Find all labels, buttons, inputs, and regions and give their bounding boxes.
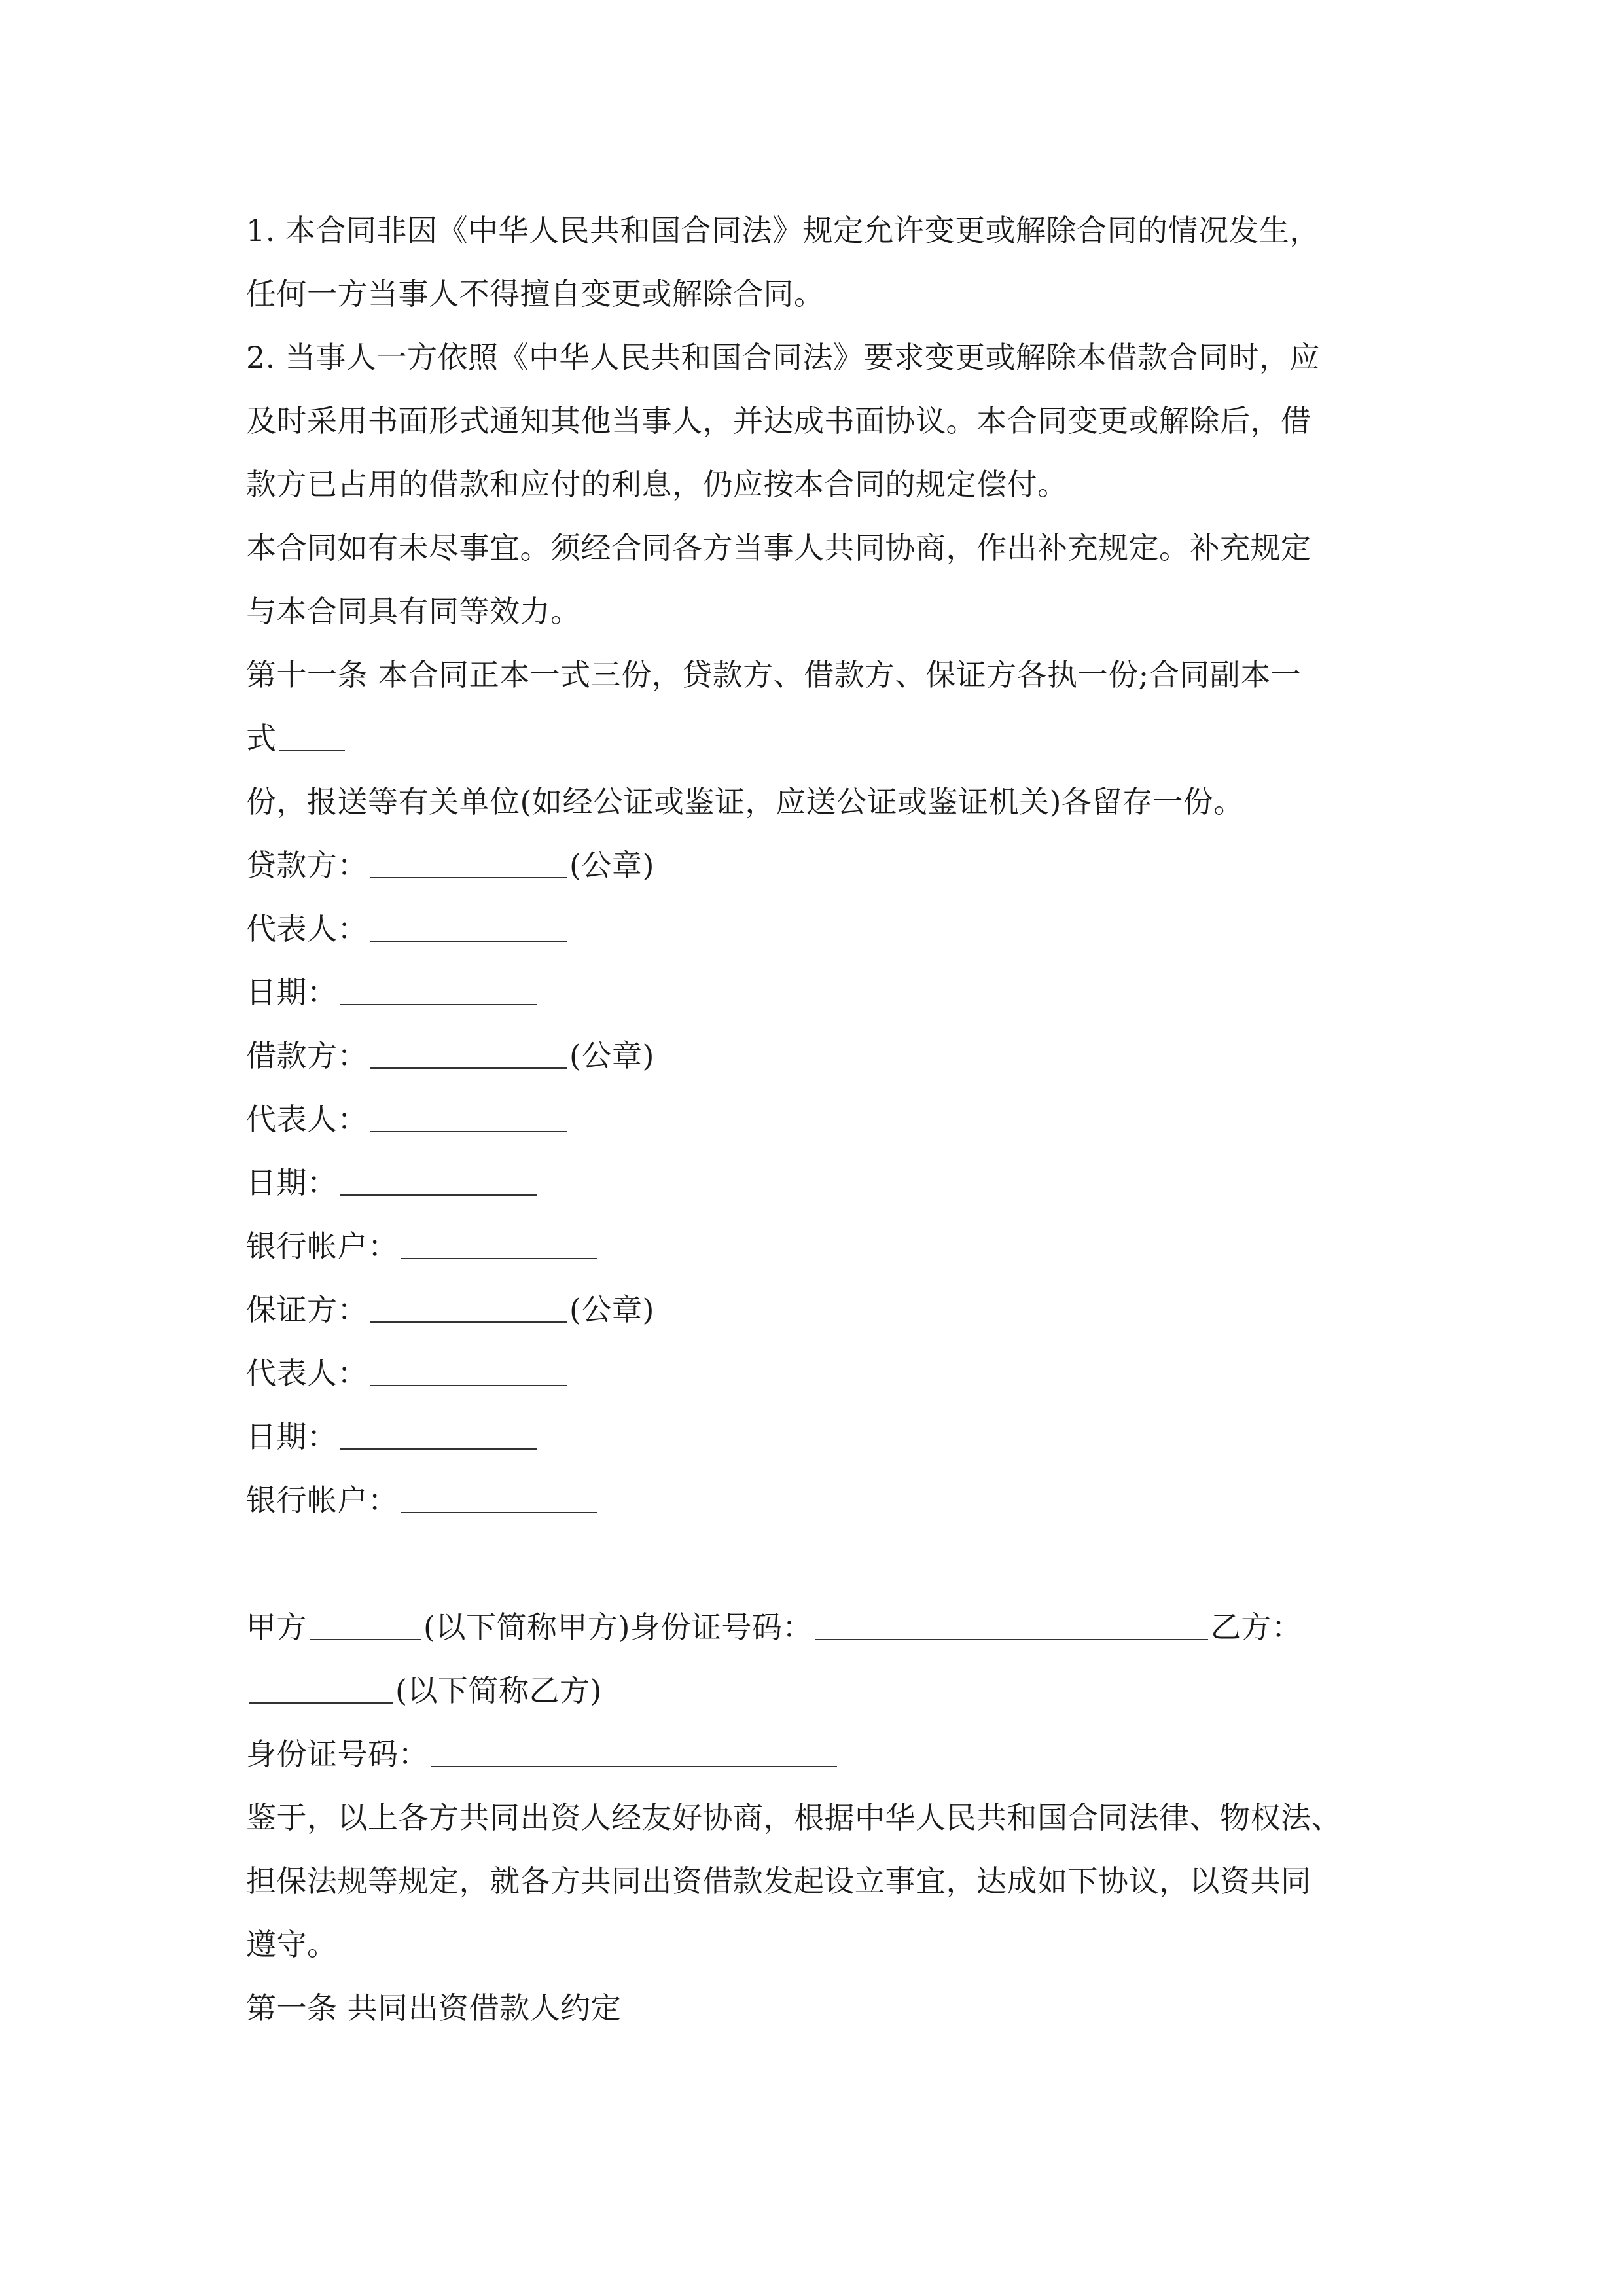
section-gap (246, 1532, 1398, 1596)
lender-date-label: 日期： (246, 975, 338, 1010)
lender-line (246, 834, 1398, 897)
guarantor-date-blank[interactable] (340, 1422, 537, 1450)
party-b-line (246, 1659, 1398, 1723)
clause-2-line-1: 2. 当事人一方依照《中华人民共和国合同法》要求变更或解除本借款合同时，应 (246, 340, 1321, 375)
lender-blank[interactable] (370, 851, 567, 878)
guarantor-label: 保证方： (246, 1292, 368, 1327)
copies-blank[interactable] (279, 724, 345, 751)
guarantor-rep-label: 代表人： (246, 1355, 368, 1391)
lender-date-blank[interactable] (340, 978, 537, 1005)
borrower-label: 借款方： (246, 1038, 368, 1073)
party-a-note: (以下简称甲方)身份证号码： (423, 1609, 813, 1645)
lender-date-line (246, 961, 1398, 1024)
borrower-bank-blank[interactable] (401, 1232, 597, 1259)
document-body (246, 199, 1398, 2040)
article-11-text: 式 (246, 721, 277, 756)
article-1-heading: 第一条 共同出资借款人约定 (246, 1990, 622, 2026)
guarantor-rep-line (246, 1342, 1398, 1405)
intro-line-2: 担保法规等规定，就各方共同出资借款发起设立事宜，达成如下协议，以资共同 (246, 1863, 1311, 1899)
guarantor-blank[interactable] (370, 1295, 567, 1323)
supplement-line-1: 本合同如有未尽事宜。须经合同各方当事人共同协商，作出补充规定。补充规定 (246, 530, 1311, 565)
guarantor-line (246, 1278, 1398, 1342)
party-b-id-label: 身份证号码： (246, 1736, 429, 1772)
party-b-blank[interactable] (249, 1676, 393, 1704)
parties-line (246, 1596, 1398, 1659)
article-11-line-2 (246, 707, 1398, 770)
borrower-date-blank[interactable] (340, 1168, 537, 1196)
party-a-label: 甲方 (246, 1609, 307, 1645)
lender-seal: (公章) (569, 848, 654, 883)
party-b-id-blank[interactable] (431, 1740, 837, 1767)
intro-line-1: 鉴于，以上各方共同出资人经友好协商，根据中华人民共和国合同法律、物权法、 (246, 1800, 1342, 1835)
borrower-rep-line (246, 1088, 1398, 1151)
clause-1-line-1: 1. 本合同非因《中华人民共和国合同法》规定允许变更或解除合同的情况发生， (246, 213, 1321, 248)
party-a-blank[interactable] (310, 1613, 421, 1640)
guarantor-bank-blank[interactable] (401, 1486, 597, 1513)
guarantor-date-line (246, 1405, 1398, 1469)
party-b-label: 乙方： (1210, 1609, 1302, 1645)
party-b-id-line (246, 1723, 1398, 1786)
article-11-line-1: 第十一条 本合同正本一式三份，贷款方、借款方、保证方各执一份;合同副本一 (246, 657, 1302, 692)
borrower-bank-label: 银行帐户： (246, 1229, 399, 1264)
intro-line-3: 遵守。 (246, 1927, 338, 1962)
party-a-id-blank[interactable] (815, 1613, 1208, 1640)
lender-rep-label: 代表人： (246, 911, 368, 946)
borrower-date-label: 日期： (246, 1165, 338, 1200)
guarantor-bank-label: 银行帐户： (246, 1482, 399, 1518)
lender-rep-blank[interactable] (370, 914, 567, 942)
borrower-rep-blank[interactable] (370, 1105, 567, 1132)
borrower-line (246, 1024, 1398, 1088)
guarantor-date-label: 日期： (246, 1419, 338, 1454)
guarantor-seal: (公章) (569, 1292, 654, 1327)
borrower-date-line (246, 1151, 1398, 1215)
supplement-line-2: 与本合同具有同等效力。 (246, 594, 581, 629)
clause-2-line-2: 及时采用书面形式通知其他当事人，并达成书面协议。本合同变更或解除后，借 (246, 403, 1311, 439)
lender-rep-line (246, 897, 1398, 961)
borrower-bank-line (246, 1215, 1398, 1278)
borrower-seal: (公章) (569, 1038, 654, 1073)
clause-2-line-3: 款方已占用的借款和应付的利息，仍应按本合同的规定偿付。 (246, 467, 1068, 502)
clause-1-line-2: 任何一方当事人不得擅自变更或解除合同。 (246, 276, 825, 312)
party-b-note: (以下简称乙方) (395, 1673, 602, 1708)
guarantor-bank-line (246, 1469, 1398, 1532)
guarantor-rep-blank[interactable] (370, 1359, 567, 1386)
borrower-blank[interactable] (370, 1041, 567, 1069)
borrower-rep-label: 代表人： (246, 1102, 368, 1137)
article-11-line-3: 份，报送等有关单位(如经公证或鉴证，应送公证或鉴证机关)各留存一份。 (246, 784, 1244, 819)
lender-label: 贷款方： (246, 848, 368, 883)
